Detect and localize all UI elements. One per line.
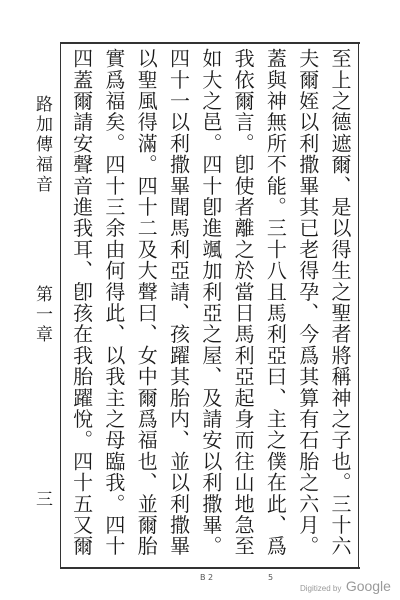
frame-bottom-rule: [60, 567, 360, 569]
footer-number: 5: [268, 573, 274, 582]
frame-left-rule: [60, 42, 61, 567]
frame-right-rule: [358, 42, 359, 567]
page-number: 三: [32, 490, 52, 510]
google-logo: Google: [345, 578, 391, 594]
digitized-watermark: [300, 578, 391, 596]
signature-mark: B 2: [200, 573, 214, 582]
frame-top-rule: [60, 42, 360, 44]
scripture-text: [64, 48, 356, 564]
chapter-label: 第一章: [32, 285, 52, 345]
digitized-by-label: Digitized by: [300, 584, 342, 593]
body-paragraph: 至上之德遮爾、是以得生之聖者將稱神之子也。三十六夫爾姪以利撒畢其已老得孕、今爲其算有石胎之六月。蓋與神無所不能。三十八且馬利亞曰、主之僕在此、爲我依爾言。卽使者離之於當日馬利亞起身而往山地急至如大之邑。四十卽進颯加利亞之屋、及請安以利撒畢。四十一以利撒畢聞馬利亞請、孩躍其胎内、並以利撒畢以聖風得滿。四十二及大聲曰、女中爾爲福也、並爾胎實爲福矣。四十三余由何得此、以我主之母臨我。四十四蓋爾請安聲音進我耳、卽孩在我胎躍悅。四十五又爾: [69, 48, 352, 557]
running-head: [30, 50, 54, 580]
book-title: 路加傳福音: [32, 95, 52, 195]
